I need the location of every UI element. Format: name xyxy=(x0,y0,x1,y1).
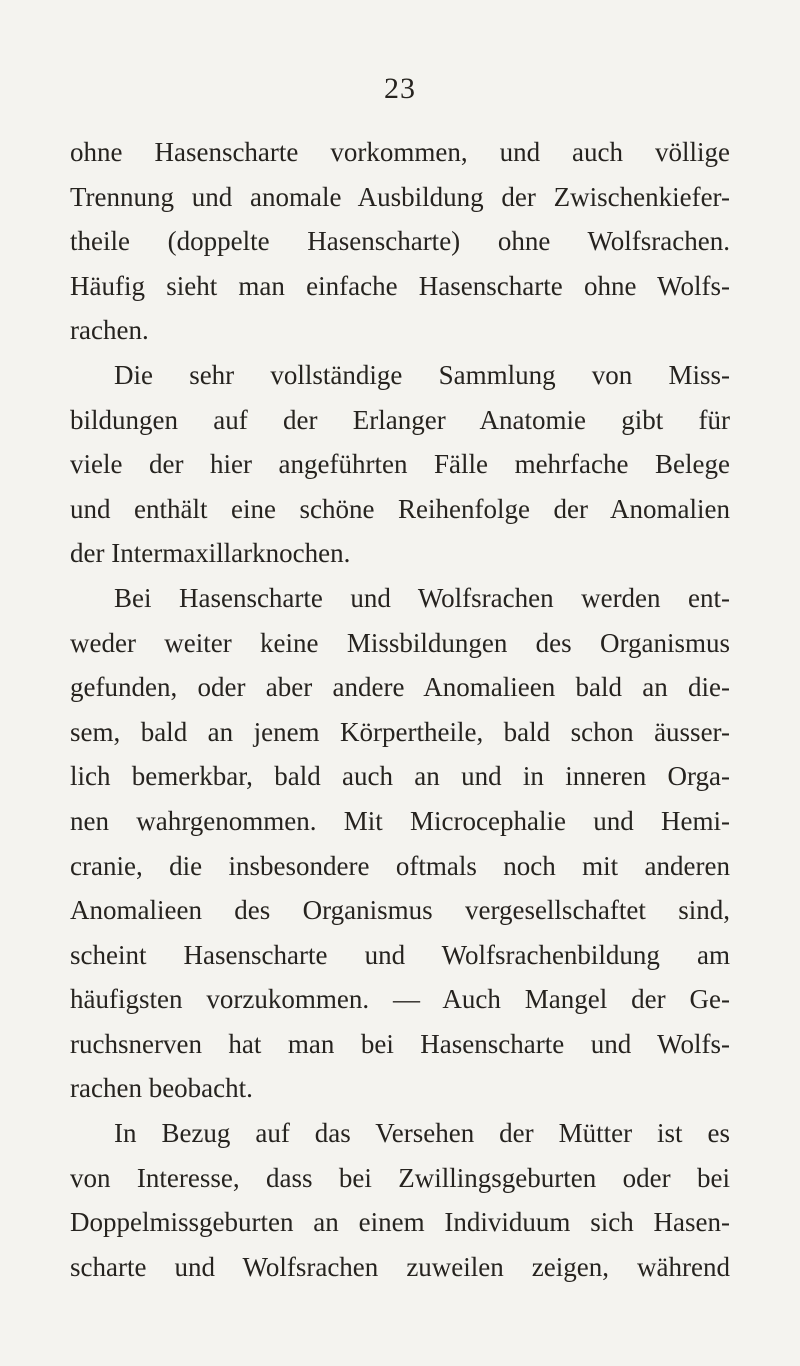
text-line: von Interesse, dass bei Zwillingsgeburten oder bei xyxy=(70,1162,730,1193)
text-line: lich bemerkbar, bald auch an und in inneren Orga- xyxy=(70,761,730,792)
text-line: nen wahrgenommen. Mit Microcephalie und Hemi- xyxy=(70,805,730,836)
text-line: viele der hier angeführten Fälle mehrfache Belege xyxy=(70,449,730,480)
text-line: Anomalieen des Organismus vergesellschaftet sind, xyxy=(70,895,730,926)
paragraph-4 xyxy=(70,1111,730,1289)
text-line: häufigsten vorzukommen. — Auch Mangel der Ge- xyxy=(70,984,730,1015)
text-line: theile (doppelte Hasenscharte) ohne Wolfsrachen. xyxy=(70,226,730,257)
text-line: und enthält eine schöne Reihenfolge der Anomalien xyxy=(70,493,730,524)
text-line: der Intermaxillarknochen. xyxy=(70,538,351,569)
text-line: scheint Hasenscharte und Wolfsrachenbildung am xyxy=(70,939,730,970)
text-line: Trennung und anomale Ausbildung der Zwischenkiefer- xyxy=(70,181,730,212)
text-line: Bei Hasenscharte und Wolfsrachen werden ent- xyxy=(114,582,730,613)
text-line: rachen. xyxy=(70,315,149,346)
page-number: 23 xyxy=(384,72,416,105)
text-line: gefunden, oder aber andere Anomalieen bald an die- xyxy=(70,672,730,703)
text-line: scharte und Wolfsrachen zuweilen zeigen, während xyxy=(70,1251,730,1282)
text-line: weder weiter keine Missbildungen des Organismus xyxy=(70,627,730,658)
paragraph-2 xyxy=(70,353,730,576)
text-line: rachen beobacht. xyxy=(70,1073,253,1104)
text-line: ohne Hasenscharte vorkommen, und auch völlige xyxy=(70,137,730,167)
text-line: cranie, die insbesondere oftmals noch mit anderen xyxy=(70,850,730,881)
text-line: In Bezug auf das Versehen der Mütter ist es xyxy=(114,1118,730,1149)
text-line: ruchsnerven hat man bei Hasenscharte und Wolfs- xyxy=(70,1028,730,1059)
body-text xyxy=(70,130,730,1289)
paragraph-3 xyxy=(70,576,730,1111)
text-line: Häufig sieht man einfache Hasenscharte ohne Wolfs- xyxy=(70,270,730,301)
text-line: bildungen auf der Erlanger Anatomie gibt für xyxy=(70,404,730,435)
text-line: Die sehr vollständige Sammlung von Miss- xyxy=(114,359,730,390)
paragraph-1 xyxy=(70,130,730,353)
text-line: Doppelmissgeburten an einem Individuum sich Hasen- xyxy=(70,1207,730,1238)
text-line: sem, bald an jenem Körpertheile, bald schon äusser- xyxy=(70,716,730,747)
